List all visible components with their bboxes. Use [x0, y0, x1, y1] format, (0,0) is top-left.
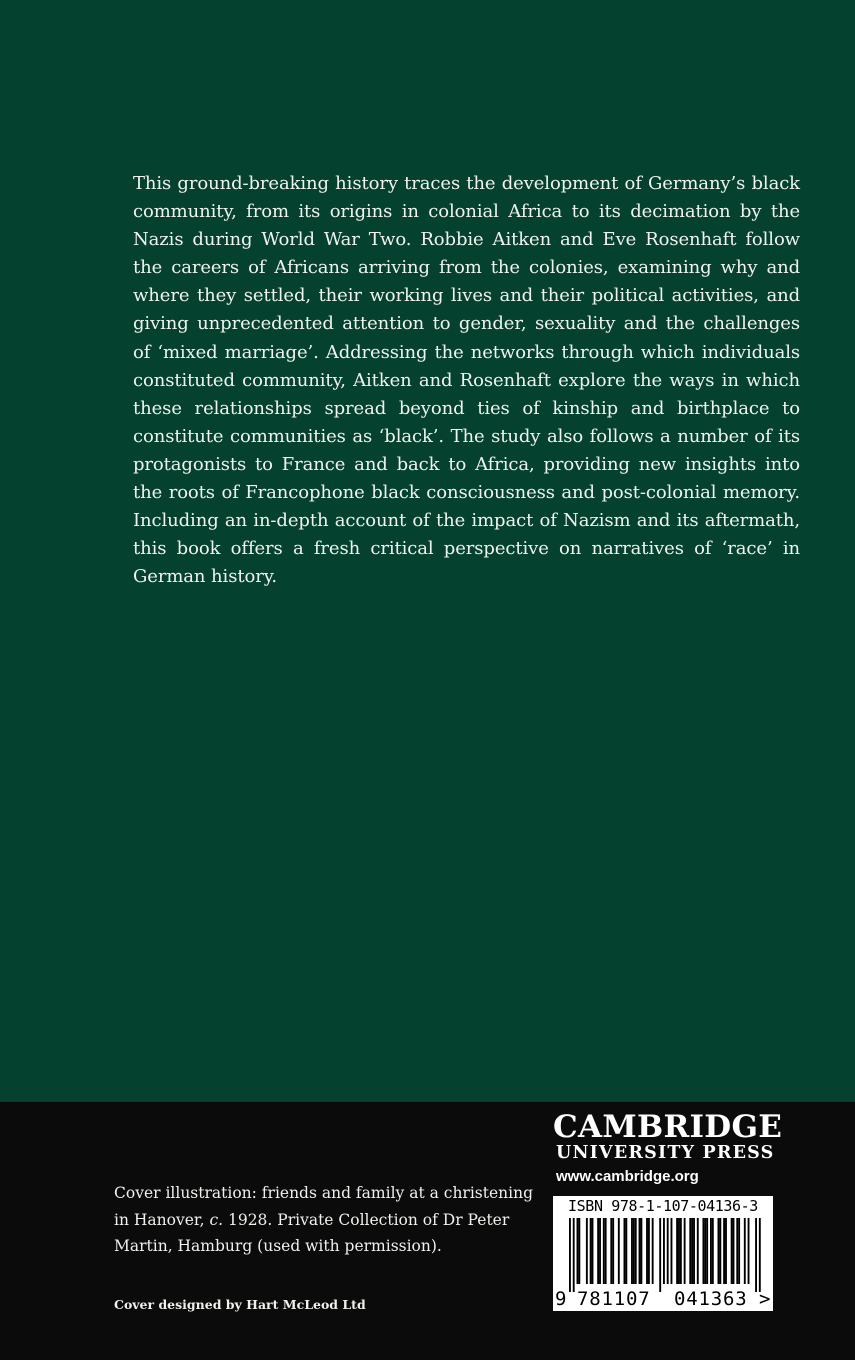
- barcode-bar: [738, 1218, 740, 1284]
- isbn-first-digit: 9: [555, 1288, 567, 1310]
- barcode-bar: [625, 1218, 627, 1284]
- barcode-bar: [712, 1218, 714, 1284]
- barcode-bar: [718, 1218, 720, 1284]
- circa-abbrev: c.: [209, 1210, 224, 1229]
- credit-text-1: Cover illustration: friends and family at a christening in Hanover,: [114, 1184, 533, 1229]
- barcode-bar: [723, 1218, 725, 1284]
- barcode-bar: [704, 1218, 706, 1284]
- publisher-website: www.cambridge.org: [556, 1168, 699, 1185]
- barcode-bar: [678, 1218, 680, 1284]
- barcode-bar: [684, 1218, 686, 1284]
- barcode-bar: [592, 1218, 594, 1284]
- barcode-bar: [597, 1218, 599, 1284]
- barcode-bar: [676, 1218, 678, 1284]
- barcode-bar: [646, 1218, 648, 1284]
- barcode-bar: [633, 1218, 635, 1284]
- barcode-bar: [744, 1218, 746, 1284]
- barcode-bar: [569, 1218, 571, 1292]
- barcode-bar: [733, 1218, 735, 1284]
- barcode-bar: [663, 1218, 665, 1284]
- barcode-bar: [680, 1218, 682, 1284]
- barcode-bar: [748, 1218, 750, 1284]
- book-description: This ground-breaking history traces the development of Germany’s black community, from its origins in colonial Africa to its decimation by the Nazis during World War Two. Robbie Aitken and Eve Rosenhaft follow the careers of Africans arriving from the colonies, examining why and where they settled, their working lives and their political activities, and giving unprecedented attention to gender, sexuality and the challenges of ‘mixed marriage’. Addressing the networks through which individuals constituted community, Aitken and Rosenhaft explore the ways in which these relationships spread beyond ties of kinship and birthplace to constitute communities as ‘black’. The study also follows a number of its protagonists to France and back to Africa, providing new insights into the roots of Francophone black consciousness and post-colonial memory. Including an in-depth account of the impact of Nazism and its aftermath, this book offers a fresh critical perspective on narratives of ‘race’ in German history.: [133, 173, 800, 588]
- barcode-bar: [605, 1218, 607, 1284]
- isbn-digit-group-2: 041363: [674, 1288, 748, 1310]
- barcode-bar: [578, 1218, 580, 1284]
- barcode-bar: [618, 1218, 620, 1284]
- barcode-bar: [640, 1218, 642, 1284]
- cover-illustration-credit: [114, 1180, 534, 1260]
- barcode-bar: [706, 1218, 708, 1284]
- barcode-bar: [659, 1218, 661, 1292]
- barcode-bar: [577, 1218, 579, 1284]
- barcode-bar: [648, 1218, 650, 1284]
- barcode-bar: [639, 1218, 641, 1284]
- barcode-bar: [599, 1218, 601, 1284]
- barcode-bar: [610, 1218, 612, 1284]
- isbn-digit-group-1: 781107: [577, 1288, 651, 1310]
- barcode-bar: [667, 1218, 669, 1284]
- barcode-bar: [586, 1218, 588, 1284]
- barcode-bar: [759, 1218, 761, 1292]
- barcode-bar: [603, 1218, 605, 1284]
- barcode-bar: [710, 1218, 712, 1284]
- barcode-bar: [691, 1218, 693, 1284]
- barcode-bar: [689, 1218, 691, 1284]
- barcode-bar: [652, 1218, 654, 1284]
- barcode-bar: [719, 1218, 721, 1284]
- barcode-bar: [624, 1218, 626, 1284]
- barcode-bar: [612, 1218, 614, 1284]
- barcode-bar: [573, 1218, 575, 1292]
- barcode-bar: [725, 1218, 727, 1284]
- isbn-barcode: [553, 1196, 773, 1311]
- barcode-bar: [693, 1218, 695, 1284]
- barcode-bar: [635, 1218, 637, 1284]
- barcode-bar: [671, 1218, 673, 1284]
- barcode-bar: [736, 1218, 738, 1284]
- quiet-zone-marker: >: [759, 1288, 771, 1310]
- barcode-bar: [731, 1218, 733, 1284]
- credit-text-2: 1928. Private Collection of Dr Peter Martin, Hamburg (used with permission).: [114, 1210, 510, 1255]
- barcode-bar: [631, 1218, 633, 1284]
- barcode-bar: [590, 1218, 592, 1284]
- cover-designer-credit: Cover designed by Hart McLeod Ltd: [114, 1297, 366, 1312]
- barcode-bar: [697, 1218, 699, 1284]
- isbn-label: ISBN 978-1-107-04136-3: [568, 1197, 758, 1215]
- publisher-logo-name: CAMBRIDGE: [553, 1109, 783, 1145]
- barcode-bar: [702, 1218, 704, 1284]
- barcode-bars: [553, 1218, 773, 1292]
- barcode-bar: [755, 1218, 757, 1292]
- publisher-logo-subtitle: UNIVERSITY PRESS: [556, 1143, 775, 1163]
